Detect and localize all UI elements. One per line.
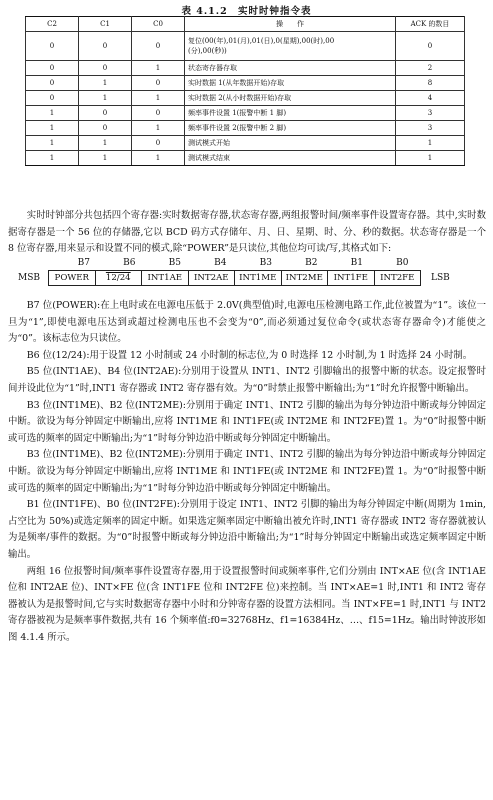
table-row [26,136,465,151]
register-cell: 12/24 [96,271,143,285]
cell-c2: 1 [26,106,79,121]
cell-c0: 0 [132,32,185,61]
cell-operation: 状态寄存器存取 [185,61,396,76]
cell-c1: 0 [79,121,132,136]
cell-c0: 0 [132,106,185,121]
table-number: 表 4.1.2 [181,6,228,17]
register-cell: INT1AE [142,271,189,285]
cell-c1: 0 [79,32,132,61]
cell-ack: 0 [396,32,465,61]
cell-ack: 8 [396,76,465,91]
cell-c2: 0 [26,61,79,76]
cell-c1: 1 [79,91,132,106]
clock-command-table [25,16,465,166]
bit-label: B7 [77,258,90,268]
operation-line: (分),00(秒)) [188,47,227,55]
table-row [26,76,465,91]
cell-c1: 1 [79,136,132,151]
cell-ack: 1 [396,136,465,151]
cell-c0: 0 [132,76,185,91]
bit-label-row [61,258,488,268]
cell-ack: 3 [396,121,465,136]
bit-label: B2 [305,258,318,268]
table-caption [0,3,493,17]
table-row [26,121,465,136]
cell-c1: 1 [79,76,132,91]
bit-label: B6 [123,258,136,268]
cell-operation: 频率事件设置 2(报警中断 2 脚) [185,121,396,136]
table-title: 实时时钟指令表 [238,6,312,17]
cell-c2: 0 [26,32,79,61]
cell-operation: 实时数据 1(从年数据开始)存取 [185,76,396,91]
bit-label: B4 [214,258,227,268]
paragraph-b7: B7 位(POWER):在上电时或在电源电压低于 2.0V(典型值)时,电源电压检测电路工作,此位被置为“1”。该位一旦为“1”,即使电源电压达到或超过检测电压也不会变为“0”,而必须通过复位命令(或状态寄存器命令)才能使之为“0”。该标志位为只读位。 [8,300,486,345]
cell-c1: 0 [79,106,132,121]
cell-operation: 实时数据 2(从小时数据开始)存取 [185,91,396,106]
cell-ack: 1 [396,151,465,166]
cell-operation: 测试模式开始 [185,136,396,151]
cell-c1: 0 [79,61,132,76]
table-row [26,151,465,166]
paragraph-alarm-registers: 两组 16 位报警时间/频率事件设置寄存器,用于设置报警时间或频率事件,它们分别由 INT×AE 位(含 INT1AE 位和 INT2AE 位)、INT×FE 位(含 INT1FE 位和 INT2FE 位)来控制。当 INT×AE=1 时,INT1 和 INT2 寄存器被认为是报警时间,它与实时数据寄存器中小时和分钟寄存器的设置方法相同。当 INT×FE=1 时,INT1 与 INT2 寄存器被视为是频率事件数据,共有 16 个频率值:f0=32768Hz、f1=16384Hz、…、f15=1Hz。输出时钟波形如图 4.1.4 所示。 [8,565,486,643]
cell-c0: 1 [132,121,185,136]
status-register-diagram [18,258,488,286]
lsb-label: LSB [431,273,450,283]
cell-c2: 1 [26,151,79,166]
register-row [18,270,488,286]
cell-c2: 1 [26,121,79,136]
paragraph-b3-b2-repeat: B3 位(INT1ME)、B2 位(INT2ME):分别用于确定 INT1、INT2 引脚的输出为每分钟边沿中断或每分钟固定中断。欲设为每分钟固定中断输出,应将 INT1ME 和 INT1FE(或 INT2ME 和 INT2FE)置 1。为“0”时报警中断或可选的频率的固定中断输出;为“1”时每分钟边沿中断或每分钟固定中断输出。 [8,449,486,494]
header-ack: ACK 的数目 [396,17,465,32]
cell-c0: 1 [132,91,185,106]
intro-text: 实时时钟部分共包括四个寄存器:实时数据寄存器,状态寄存器,两组报警时间/频率事件设置寄存器。其中,实时数据寄存器是一个 56 位的存储器,它以 BCD 码方式存储年、月、日、星期、时、分、秒的数据。状态寄存器是一个 8 位寄存器,用来显示和设置不同的模式,除“POWER”是只读位,其他位均可读/写,其格式如下: [8,210,486,255]
header-c2: C2 [26,17,79,32]
intro-paragraph [8,208,486,258]
register-cell: INT1FE [328,271,375,285]
paragraph-b6: B6 位(12/24):用于设置 12 小时制或 24 小时制的标志位,为 0 时选择 12 小时制,为 1 时选择 24 小时制。 [26,349,473,361]
body-text [8,298,486,646]
cell-c0: 1 [132,151,185,166]
paragraph-b1-b0: B1 位(INT1FE)、B0 位(INT2FE):分别用于设定 INT1、INT2 引脚的输出为每分钟固定中断(周期为 1min,占空比为 50%)或选定频率的固定中断。如果选定频率固定中断输出被允许时,INT1 寄存器或 INT2 寄存器就被认为是频率/事件的数据。为“0”时报警中断或每分钟边沿中断输出;为“1”时每分钟固定中断输出或选定频率固定中断输出。 [8,499,486,560]
cell-operation [185,32,396,61]
table-row [26,106,465,121]
msb-label: MSB [18,273,40,283]
cell-c2: 1 [26,136,79,151]
cell-operation: 频率事件设置 1(报警中断 1 脚) [185,106,396,121]
cell-c1: 1 [79,151,132,166]
bit-label: B5 [168,258,181,268]
register-cell: INT1ME [235,271,282,285]
register-cell: POWER [49,271,96,285]
cell-operation: 测试模式结束 [185,151,396,166]
register-cell: INT2FE [380,273,415,283]
register-cells [48,270,421,286]
cell-ack: 2 [396,61,465,76]
table-header-row [26,17,465,32]
header-c1: C1 [79,17,132,32]
header-c0: C0 [132,17,185,32]
table-row [26,61,465,76]
header-operation: 操 作 [185,17,396,32]
operation-line: 复位(00(年),01(月),01(日),0(星期),00(时),00 [188,37,335,45]
paragraph-b3-b2: B3 位(INT1ME)、B2 位(INT2ME):分别用于确定 INT1、INT2 引脚的输出为每分钟边沿中断或每分钟固定中断。欲设为每分钟固定中断输出,应将 INT1ME 和 INT1FE(或 INT2ME 和 INT2FE)置 1。为“0”时报警中断或可选的频率的固定中断输出;为“1”时每分钟边沿中断或每分钟固定中断输出。 [8,399,486,444]
register-cell: INT2AE [189,271,236,285]
table-row [26,91,465,106]
cell-c0: 1 [132,61,185,76]
cell-ack: 3 [396,106,465,121]
table-row [26,32,465,61]
cell-c2: 0 [26,91,79,106]
register-cell: INT2ME [282,271,329,285]
cell-ack: 4 [396,91,465,106]
cell-c2: 0 [26,76,79,91]
cell-c0: 0 [132,136,185,151]
bit-label: B1 [350,258,363,268]
bit-label: B3 [259,258,272,268]
bit-label: B0 [396,258,409,268]
paragraph-b5-b4: B5 位(INT1AE)、B4 位(INT2AE):分别用于设置从 INT1、INT2 引脚输出的报警中断的状态。设定报警时间并设此位为“1”时,INT1 寄存器或 INT2 寄存器有效。为“0”时禁止报警中断输出;为“1”时允许报警中断输出。 [8,366,486,394]
